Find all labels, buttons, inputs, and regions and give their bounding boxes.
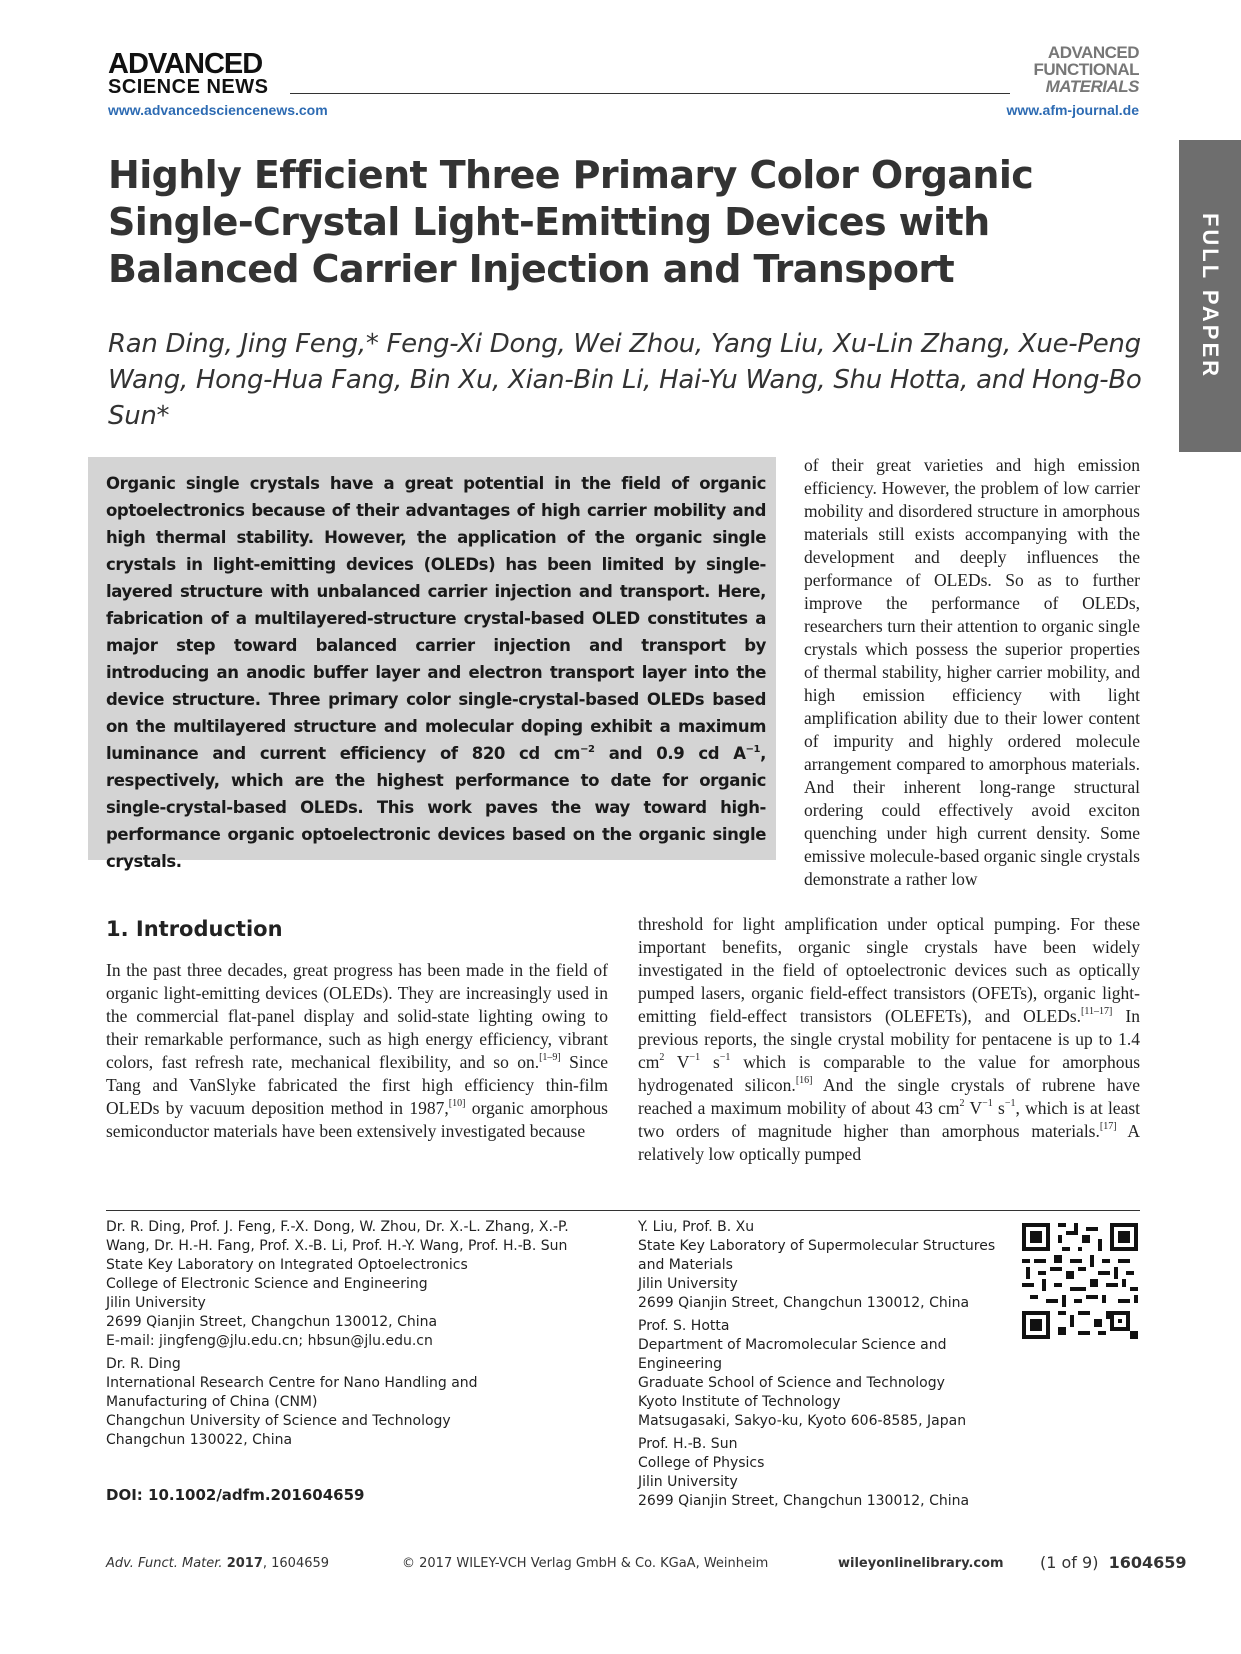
footer-page-count: (1 of 9) bbox=[1040, 1553, 1099, 1572]
logo-line-1: ADVANCED bbox=[108, 48, 263, 80]
advanced-science-news-logo bbox=[108, 50, 268, 97]
afm-logo-line-3: MATERIALS bbox=[1045, 77, 1139, 96]
affiliation-block: Dr. R. Ding, Prof. J. Feng, F.-X. Dong, W. Zhou, Dr. X.-L. Zhang, X.-P. Wang, Dr. H.-H. Fang, Prof. X.-B. Li, Prof. H.-Y. Wang, Prof. H.-B. Sun State Key Laboratory on Integrated Optoelectronics College of Electronic Science and Engineering Jilin University 2699 Qianjin Street, Changchun 130012, China E-mail: jingfeng@jlu.edu.cn; hbsun@jlu.edu.cn bbox=[106, 1219, 569, 1349]
header-rule bbox=[290, 93, 1010, 94]
ref-link[interactable]: [11–17] bbox=[1081, 1006, 1113, 1018]
rb-sup: −1 bbox=[689, 1052, 701, 1064]
footer-journal: Adv. Funct. Mater. bbox=[106, 1556, 223, 1571]
affiliation-block: Prof. S. Hotta Department of Macromolecular Science and Engineering Graduate School of Science and Technology Kyoto Institute of Technology Matsugasaki, Sakyo-ku, Kyoto 606-8585, Japan bbox=[638, 1318, 967, 1429]
doi-link[interactable]: DOI: 10.1002/adfm.201604659 bbox=[106, 1486, 365, 1504]
paper-title: Highly Efficient Three Primary Color Organic Single-Crystal Light-Emitting Devices with Balanced Carrier Injection and Transport bbox=[108, 153, 1034, 291]
rb-sup: −1 bbox=[1004, 1098, 1016, 1110]
affiliations-left bbox=[106, 1218, 576, 1454]
rb-p10: A relatively low optically pumped bbox=[638, 1121, 1140, 1164]
ref-link[interactable]: [1–9] bbox=[539, 1052, 561, 1064]
ref-link[interactable]: [10] bbox=[448, 1098, 466, 1110]
abstract-part-2: and 0.9 cd A bbox=[594, 744, 746, 763]
footer-article: , 1604659 bbox=[262, 1556, 330, 1571]
footer-copyright: © 2017 WILEY-VCH Verlag GmbH & Co. KGaA, Weinheim bbox=[402, 1556, 769, 1571]
intro-p2: Since Tang and VanSlyke fabricated the first high efficiency thin-film OLEDs by vacuum deposition method in 1987, bbox=[106, 1052, 609, 1118]
full-paper-label: FULL PAPER bbox=[1198, 212, 1223, 380]
rb-p8: s bbox=[992, 1098, 1005, 1118]
ref-link[interactable]: [17] bbox=[1099, 1121, 1117, 1133]
qr-code-icon[interactable] bbox=[1022, 1223, 1138, 1339]
right-url-link[interactable]: www.afm-journal.de bbox=[1006, 102, 1139, 118]
affiliations-right bbox=[638, 1218, 998, 1515]
rb-p3: V bbox=[664, 1052, 690, 1072]
rb-p7: V bbox=[964, 1098, 983, 1118]
left-url-link[interactable]: www.advancedsciencenews.com bbox=[108, 102, 328, 118]
author-list: Ran Ding, Jing Feng,* Feng-Xi Dong, Wei Zhou, Yang Liu, Xu-Lin Zhang, Xue-Peng Wang, Hong-Hua Fang, Bin Xu, Xian-Bin Li, Hai-Yu Wang, Shu Hotta, and Hong-Bo Sun* bbox=[108, 329, 1142, 431]
intro-p3: organic amorphous semiconductor materials have been extensively investigated because bbox=[106, 1098, 608, 1141]
rb-sup: −1 bbox=[719, 1052, 731, 1064]
afm-logo-line-1: ADVANCED bbox=[1047, 43, 1139, 62]
rb-p1: threshold for light amplification under optical pumping. For these important benefits, organic single crystals have been widely investigated in the field of optoelectronic devices such as optically pumped lasers, organic field-effect transistors (OFETs), organic light-emitting field-effect transistors (OLEFETs), and OLEDs. bbox=[638, 914, 1140, 1026]
affiliation-block: Y. Liu, Prof. B. Xu State Key Laboratory of Supermolecular Structures and Materials Jilin University 2699 Qianjin Street, Changchun 130012, China bbox=[638, 1219, 996, 1311]
afm-logo bbox=[1034, 44, 1139, 95]
footer-year: 2017 bbox=[226, 1556, 263, 1571]
introduction-left-text bbox=[106, 959, 608, 1143]
logo-line-2: SCIENCE NEWS bbox=[108, 76, 269, 98]
rb-p5: which is comparable to the value for amorphous hydrogenated silicon. bbox=[638, 1052, 1141, 1095]
footer-citation bbox=[106, 1556, 329, 1571]
right-column-top-text: of their great varieties and high emission efficiency. However, the problem of low carrier mobility and disordered structure in amorphous materials still exists accompanying with the development and deeply influences the performance of OLEDs. So as to further improve the performance of OLEDs, researchers turn their attention to organic single crystals which possess the superior properties of thermal stability, higher carrier mobility, and high emission efficiency with light amplification ability due to their lower content of impurity and highly ordered molecule arrangement compared to amorphous materials. And their inherent long-range structural ordering could effectively avoid exciton quenching under high current density. Some emissive molecule-based organic single crystals demonstrate a rather low bbox=[804, 455, 1140, 889]
rb-p4: s bbox=[700, 1052, 720, 1072]
afm-logo-line-2: FUNCTIONAL bbox=[1033, 60, 1139, 79]
affiliation-block: Dr. R. Ding International Research Centre for Nano Handling and Manufacturing of China (CNM) Changchun University of Science and Technology Changchun 130022, China bbox=[106, 1356, 478, 1448]
footer-page bbox=[1040, 1553, 1187, 1572]
affiliation-block: Prof. H.-B. Sun College of Physics Jilin University 2699 Qianjin Street, Changchun 130012, China bbox=[638, 1436, 970, 1509]
footer-website-link[interactable]: wileyonlinelibrary.com bbox=[838, 1556, 1004, 1571]
right-column-bottom-text bbox=[638, 913, 1140, 1166]
introduction-heading: 1. Introduction bbox=[106, 917, 283, 941]
abstract-part-1: Organic single crystals have a great potential in the field of organic optoelectronics because of their advantages of high carrier mobility and high thermal stability. However, the application of the organic single crystals in light-emitting devices (OLEDs) has been limited by single-layered structure with unbalanced carrier injection and transport. Here, fabrication of a multilayered-structure crystal-based OLED constitutes a major step toward balanced carrier injection and transport by introducing an anodic buffer layer and electron transport layer into the device structure. Three primary color single-crystal-based OLEDs based on the multilayered structure and molecular doping exhibit a maximum luminance and current efficiency of 820 cd cm bbox=[106, 474, 766, 763]
abstract-sup-1: −2 bbox=[580, 743, 595, 755]
footer-article-number: 1604659 bbox=[1108, 1553, 1187, 1572]
ref-link[interactable]: [16] bbox=[795, 1075, 813, 1087]
rb-p9: , which is at least two orders of magnitude higher than amorphous materials. bbox=[638, 1098, 1141, 1141]
rb-p6: And the single crystals of rubrene have reached a maximum mobility of about 43 cm bbox=[638, 1075, 1140, 1118]
rb-sup: −1 bbox=[982, 1098, 993, 1110]
full-paper-tab bbox=[1179, 140, 1241, 452]
rb-sup: 2 bbox=[659, 1052, 665, 1064]
rb-p2: In previous reports, the single crystal mobility for pentacene is up to 1.4 cm bbox=[638, 1006, 1141, 1072]
abstract-sup-2: −1 bbox=[745, 743, 761, 755]
rb-sup: 2 bbox=[959, 1098, 965, 1110]
abstract-part-3: , respectively, which are the highest performance to date for organic single-crystal-based OLEDs. This work paves the way toward high-performance organic optoelectronic devices based on the organic single crystals. bbox=[106, 744, 766, 871]
abstract-text bbox=[106, 470, 766, 875]
footnote-rule bbox=[106, 1210, 1140, 1211]
intro-p1: In the past three decades, great progress has been made in the field of organic light-emitting devices (OLEDs). They are increasingly used in the commercial flat-panel display and solid-state lighting owing to their remarkable performance, such as high energy efficiency, vibrant colors, fast refresh rate, mechanical flexibility, and so on. bbox=[106, 960, 608, 1072]
